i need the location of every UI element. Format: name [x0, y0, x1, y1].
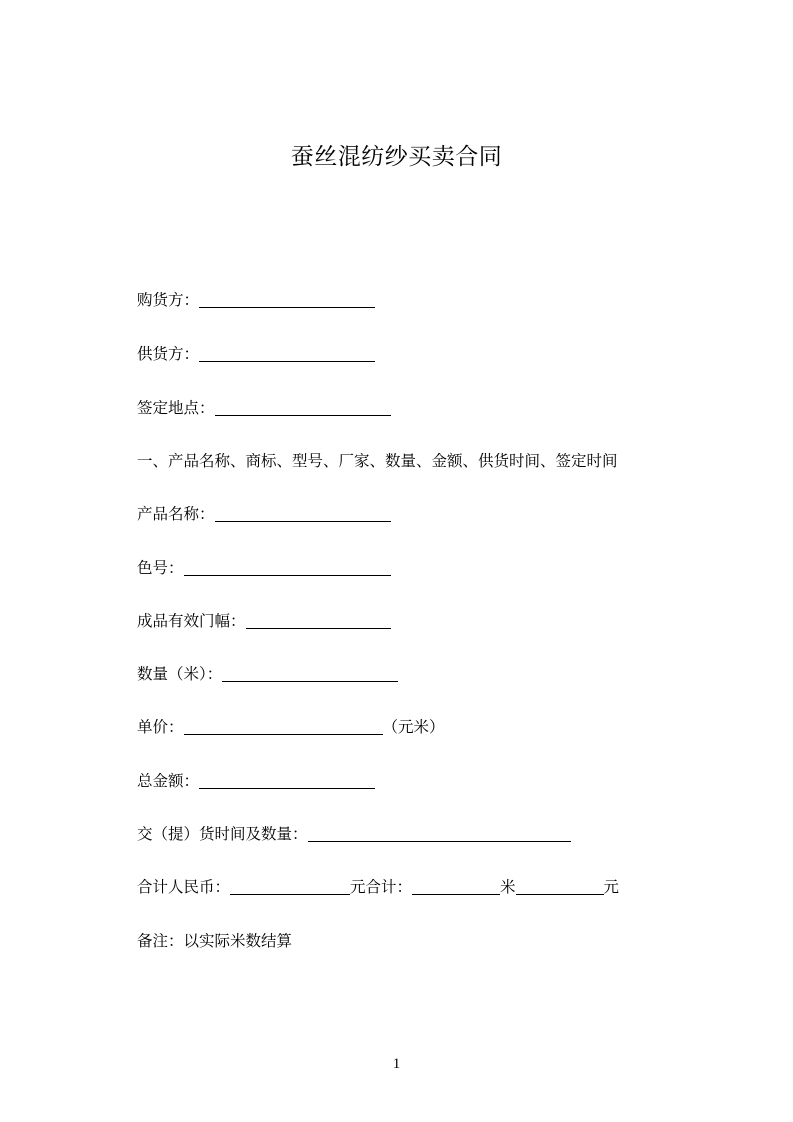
total-yuan-blank — [516, 880, 604, 895]
total-rmb-blank — [230, 880, 350, 895]
total-amount-blank — [199, 774, 375, 789]
total-meters-blank — [412, 880, 500, 895]
effective-width-row — [137, 611, 391, 631]
yuan-unit: 元 — [603, 878, 620, 896]
product-name-row — [137, 504, 391, 524]
remark: 备注：以实际米数结算 — [137, 932, 293, 950]
quantity-blank — [222, 667, 398, 682]
total-amount-label: 总金额： — [137, 772, 200, 790]
quantity-row — [137, 664, 398, 684]
signing-place-label: 签定地点： — [137, 399, 215, 417]
supplier-label: 供货方： — [137, 345, 200, 363]
quantity-label: 数量（米）： — [137, 665, 223, 683]
unit-price-row — [137, 717, 445, 737]
unit-price-label: 单价： — [137, 718, 184, 736]
color-number-blank — [184, 561, 391, 576]
product-name-label: 产品名称： — [137, 505, 215, 523]
page-title: 蚕丝混纺纱买卖合同 — [290, 144, 503, 170]
delivery-label: 交（提）货时间及数量： — [137, 825, 308, 843]
color-number-label: 色号： — [137, 559, 184, 577]
delivery-blank — [308, 827, 571, 842]
meters-unit: 米 — [500, 878, 516, 896]
supplier-blank — [199, 347, 375, 362]
supplier-row — [137, 344, 375, 364]
buyer-row — [137, 290, 375, 310]
total-rmb-suffix: 元合计： — [350, 878, 413, 896]
delivery-row — [137, 824, 571, 844]
unit-price-blank — [184, 720, 383, 735]
total-rmb-row — [137, 877, 619, 897]
product-name-blank — [215, 507, 391, 522]
buyer-label: 购货方： — [137, 291, 200, 309]
signing-place-blank — [215, 401, 391, 416]
total-amount-row — [137, 771, 375, 791]
buyer-blank — [199, 293, 375, 308]
signing-place-row — [137, 398, 391, 418]
section-heading: 一、产品名称、商标、型号、厂家、数量、金额、供货时间、签定时间 — [137, 452, 618, 470]
color-number-row — [137, 558, 391, 578]
unit-price-unit: （元米） — [382, 718, 445, 736]
page-number: 1 — [392, 1056, 401, 1072]
effective-width-label: 成品有效门幅： — [137, 612, 246, 630]
total-rmb-label: 合计人民币： — [137, 878, 231, 896]
effective-width-blank — [246, 614, 391, 629]
